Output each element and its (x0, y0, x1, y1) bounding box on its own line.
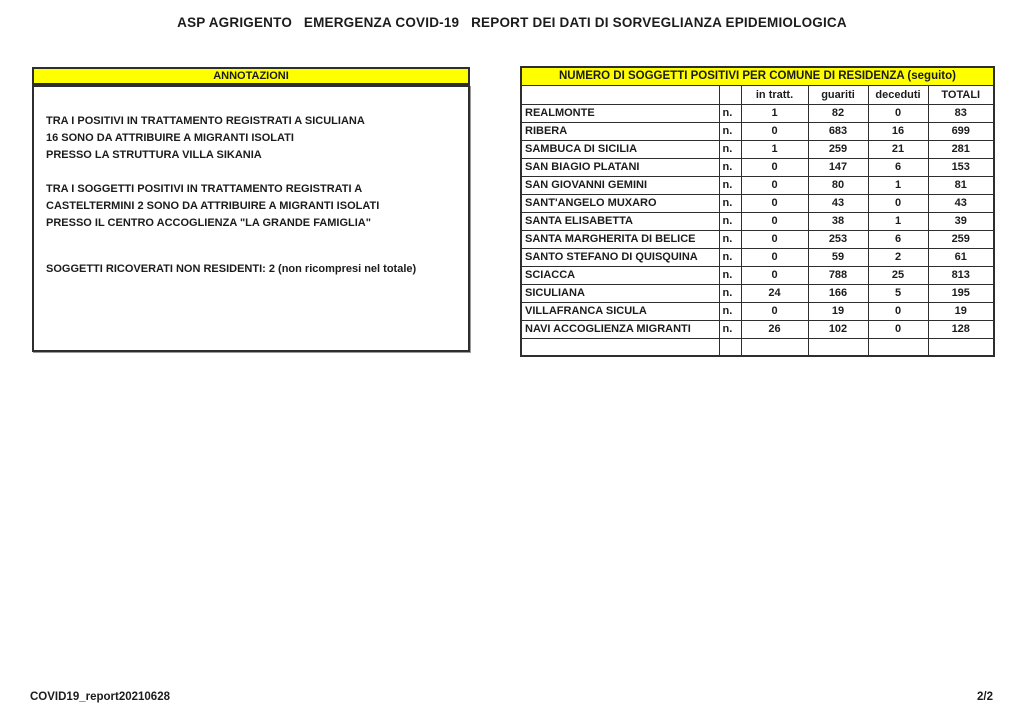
cell-deceduti: 6 (868, 159, 928, 177)
cell-in-tratt: 24 (741, 285, 808, 303)
annotation-paragraph (46, 113, 456, 164)
cell-deceduti: 1 (868, 213, 928, 231)
cell-guariti: 43 (808, 195, 868, 213)
comuni-table (520, 66, 995, 357)
table-row (521, 213, 994, 231)
col-in-tratt: in tratt. (741, 86, 808, 105)
annotation-line: CASTELTERMINI 2 SONO DA ATTRIBUIRE A MIGRANTI ISOLATI (46, 200, 380, 212)
annotation-line: TRA I POSITIVI IN TRATTAMENTO REGISTRATI A SICULIANA (46, 115, 365, 127)
cell-guariti: 166 (808, 285, 868, 303)
cell-guariti: 683 (808, 123, 868, 141)
cell-totali: 19 (928, 303, 994, 321)
cell-totali: 43 (928, 195, 994, 213)
table-row (521, 303, 994, 321)
cell-in-tratt (741, 339, 808, 356)
cell-in-tratt: 0 (741, 231, 808, 249)
cell-deceduti: 0 (868, 303, 928, 321)
annotation-line: PRESSO IL CENTRO ACCOGLIENZA "LA GRANDE FAMIGLIA" (46, 217, 371, 229)
cell-totali: 83 (928, 105, 994, 123)
table-row (521, 123, 994, 141)
cell-n: n. (719, 177, 741, 195)
cell-totali: 195 (928, 285, 994, 303)
cell-deceduti: 21 (868, 141, 928, 159)
table-row (521, 339, 994, 356)
cell-totali (928, 339, 994, 356)
col-n-blank (719, 86, 741, 105)
cell-totali: 281 (928, 141, 994, 159)
col-deceduti: deceduti (868, 86, 928, 105)
cell-guariti: 788 (808, 267, 868, 285)
cell-totali: 81 (928, 177, 994, 195)
cell-in-tratt: 1 (741, 141, 808, 159)
cell-n: n. (719, 159, 741, 177)
table-row (521, 267, 994, 285)
cell-totali: 61 (928, 249, 994, 267)
cell-comune (521, 339, 719, 356)
cell-guariti: 253 (808, 231, 868, 249)
page-number: 2/2 (977, 691, 993, 703)
cell-n: n. (719, 231, 741, 249)
cell-n: n. (719, 123, 741, 141)
annotation-line: PRESSO LA STRUTTURA VILLA SIKANIA (46, 149, 262, 161)
cell-in-tratt: 0 (741, 195, 808, 213)
cell-comune: SAN GIOVANNI GEMINI (521, 177, 719, 195)
cell-in-tratt: 1 (741, 105, 808, 123)
cell-n: n. (719, 285, 741, 303)
document-filename: COVID19_report20210628 (30, 691, 170, 703)
annotation-paragraph (46, 181, 456, 232)
cell-comune: SANT'ANGELO MUXARO (521, 195, 719, 213)
page-title: ASP AGRIGENTO EMERGENZA COVID-19 REPORT DEI DATI DI SORVEGLIANZA EPIDEMIOLOGICA (177, 15, 847, 30)
cell-deceduti: 6 (868, 231, 928, 249)
cell-n (719, 339, 741, 356)
cell-comune: NAVI ACCOGLIENZA MIGRANTI (521, 321, 719, 339)
table-row (521, 105, 994, 123)
cell-deceduti: 1 (868, 177, 928, 195)
table-row (521, 159, 994, 177)
cell-n: n. (719, 249, 741, 267)
cell-deceduti: 2 (868, 249, 928, 267)
cell-in-tratt: 0 (741, 123, 808, 141)
cell-n: n. (719, 105, 741, 123)
cell-totali: 39 (928, 213, 994, 231)
cell-comune: SANTA ELISABETTA (521, 213, 719, 231)
cell-totali: 699 (928, 123, 994, 141)
cell-n: n. (719, 195, 741, 213)
cell-comune: VILLAFRANCA SICULA (521, 303, 719, 321)
cell-comune: SAMBUCA DI SICILIA (521, 141, 719, 159)
cell-guariti: 19 (808, 303, 868, 321)
table-row (521, 249, 994, 267)
cell-deceduti: 16 (868, 123, 928, 141)
cell-totali: 153 (928, 159, 994, 177)
cell-n: n. (719, 213, 741, 231)
cell-totali: 128 (928, 321, 994, 339)
annotation-line: TRA I SOGGETTI POSITIVI IN TRATTAMENTO REGISTRATI A (46, 183, 363, 195)
cell-deceduti (868, 339, 928, 356)
cell-in-tratt: 0 (741, 159, 808, 177)
cell-in-tratt: 0 (741, 177, 808, 195)
cell-in-tratt: 0 (741, 267, 808, 285)
cell-deceduti: 0 (868, 321, 928, 339)
table-row (521, 321, 994, 339)
cell-in-tratt: 0 (741, 249, 808, 267)
annotation-paragraph (46, 261, 456, 278)
table-row (521, 141, 994, 159)
table-row (521, 195, 994, 213)
cell-comune: SAN BIAGIO PLATANI (521, 159, 719, 177)
table-row (521, 177, 994, 195)
cell-n: n. (719, 141, 741, 159)
table-row (521, 285, 994, 303)
annotations-header: ANNOTAZIONI (32, 67, 470, 85)
cell-comune: SANTA MARGHERITA DI BELICE (521, 231, 719, 249)
cell-guariti: 259 (808, 141, 868, 159)
cell-totali: 259 (928, 231, 994, 249)
cell-guariti: 80 (808, 177, 868, 195)
table-row (521, 231, 994, 249)
cell-comune: SANTO STEFANO DI QUISQUINA (521, 249, 719, 267)
cell-comune: SCIACCA (521, 267, 719, 285)
annotations-box (32, 85, 470, 352)
cell-guariti: 102 (808, 321, 868, 339)
cell-guariti: 59 (808, 249, 868, 267)
table-title-row (521, 67, 994, 86)
table-column-header-row (521, 86, 994, 105)
cell-totali: 813 (928, 267, 994, 285)
col-totali: TOTALI (928, 86, 994, 105)
cell-n: n. (719, 303, 741, 321)
cell-deceduti: 5 (868, 285, 928, 303)
cell-in-tratt: 0 (741, 213, 808, 231)
cell-in-tratt: 26 (741, 321, 808, 339)
cell-comune: RIBERA (521, 123, 719, 141)
col-guariti: guariti (808, 86, 868, 105)
cell-guariti (808, 339, 868, 356)
annotation-line: SOGGETTI RICOVERATI NON RESIDENTI: 2 (non ricompresi nel totale) (46, 263, 417, 275)
cell-guariti: 38 (808, 213, 868, 231)
cell-deceduti: 0 (868, 195, 928, 213)
cell-n: n. (719, 267, 741, 285)
cell-in-tratt: 0 (741, 303, 808, 321)
annotation-line: 16 SONO DA ATTRIBUIRE A MIGRANTI ISOLATI (46, 132, 294, 144)
cell-guariti: 147 (808, 159, 868, 177)
table-title: NUMERO DI SOGGETTI POSITIVI PER COMUNE DI RESIDENZA (seguito) (521, 67, 994, 86)
cell-deceduti: 0 (868, 105, 928, 123)
cell-guariti: 82 (808, 105, 868, 123)
cell-deceduti: 25 (868, 267, 928, 285)
cell-comune: REALMONTE (521, 105, 719, 123)
cell-n: n. (719, 321, 741, 339)
cell-comune: SICULIANA (521, 285, 719, 303)
col-comune-blank (521, 86, 719, 105)
